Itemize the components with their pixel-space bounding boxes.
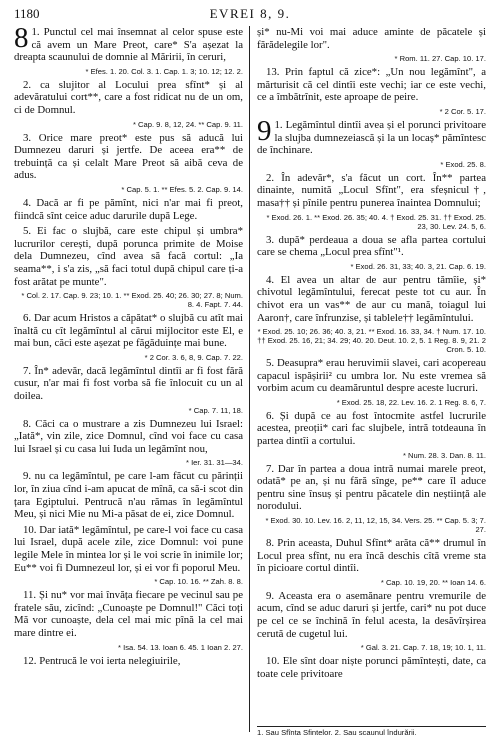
cross-reference: * Exod. 26. 31, 33; 40. 3, 21. Cap. 6. 19.	[350, 261, 486, 271]
cross-reference: * Num. 28. 3. Dan. 8. 11.	[402, 450, 486, 460]
verse-8-10: 10. Dar iată* legămîntul, pe care-l voi face cu casa lui Israel, după acele zile, zice Domnul: voi pune legile Mele în mintea lor și le voi scrie în inimile lor; Eu** voi fi Dumnezeul lor, și ei vor fi poporul Meu.	[14, 523, 243, 574]
verse-8-6: 6. Dar acum Hristos a căpătat* o slujbă cu atît mai înaltă cu cît legămîntul al cărui mijlocitor este El, e mai bun, căci este așezat pe făgăduințe mai bune.	[14, 312, 243, 350]
verse-8-8: 8. Căci ca o mustrare a zis Dumnezeu lui Israel: „Iată*, vin zile, zice Domnul, cînd voi face cu casa lui Israel și cu casa lui Iuda un legămînt nou,	[14, 417, 243, 455]
cross-reference: * Isa. 54. 13. Ioan 6. 45. 1 Ioan 2. 27.	[118, 642, 243, 652]
verse-8-11: 11. Și nu* vor mai învăța fiecare pe vecinul sau pe fratele său, zicînd: „Cunoaște pe Domnul!" Căci toți Mă vor cunoaște, dela cel mai mic pînă la cel mai mare dintre ei.	[14, 589, 243, 639]
running-title: EVREI 8, 9.	[209, 6, 291, 21]
cross-reference: * Cap. 9. 8, 12, 24. ** Cap. 9. 11.	[132, 119, 243, 129]
verse-8-13: 13. Prin faptul că zice*: „Un nou legămînt", a mărturisit că cel dintîi este vechi; iar ce este vechi, ce a îmbătrînit, este aproape de peire.	[257, 66, 486, 104]
cross-reference: * Cap. 10. 16. ** Zah. 8. 8.	[154, 577, 243, 587]
cross-reference: * Exod. 25. 8.	[440, 159, 486, 169]
right-column	[257, 26, 486, 734]
page-number: 1180	[14, 6, 40, 21]
cross-reference: * Cap. 10. 19, 20. ** Ioan 14. 6.	[380, 577, 486, 587]
cross-reference: * Ier. 31. 31—34.	[186, 458, 243, 468]
cross-reference: * Cap. 7. 11, 18.	[188, 405, 243, 415]
cross-reference: * Exod. 25. 10; 26. 36; 40. 3, 21. ** Exod. 16. 33, 34. † Num. 17. 10. †† Exod. 25. 16, 21; 34. 29; 40. 20. Deut. 10. 2, 5. 1 Reg. 8. 9, 21. 2 Cron. 5. 10.	[257, 327, 486, 355]
verse-9-1: 9 1. Legămîntul dintîi avea și el porunci privitoare la slujba dumnezeiască și la un locaș* pămîntesc de închinare.	[257, 114, 486, 157]
verse-9-3: 3. după* perdeaua a doua se afla partea cortului care se chema „Locul prea sfînt"¹.	[257, 233, 486, 259]
cross-reference: * Exod. 26. 1. ** Exod. 26. 35; 40. 4. † Exod. 25. 31. †† Exod. 25. 23, 30. Lev. 24. 5, 6.	[266, 212, 486, 231]
verse-9-10: 10. Ele sînt doar niște porunci pămîntești, date, ca toate cele privitoare	[257, 655, 486, 680]
verse-8-5: 5. Ei fac o slujbă, care este chipul și umbra* lucrurilor cerești, după porunca primite de Moise dela Dumnezeu, cînd avea să facă cortul: „Ia seama**, i s'a zis, „să faci totul după chipul care ți-a fost arătat pe munte".	[14, 225, 243, 288]
cross-reference: * Efes. 1. 20. Col. 3. 1. Cap. 1. 3; 10. 12; 12. 2.	[85, 66, 243, 76]
verse-9-5: 5. Deasupra* erau heruvimii slavei, cari acopereau capacul ispășirii² cu umbra lor. Nu este vremea să vorbim acum cu deamăruntul despre aceste lucruri.	[257, 357, 486, 395]
verse-9-9: 9. Aceasta era o asemănare pentru vremurile de acum, cînd se aduc daruri și jertfe, cari* nu pot duce pe cel ce se închină în felul acesta, la desăvîrșirea cerută de cugetul lui.	[257, 589, 486, 640]
verse-8-1: 8 1. Punctul cel mai însemnat al celor spuse este că avem un Mare Preot, care* S'a așezat la dreapta scaunului de domnie al Măririi, în ceruri,	[14, 26, 243, 64]
cross-reference: * Gal. 3. 21. Cap. 7. 18, 19; 10. 1, 11.	[360, 643, 486, 653]
verse-9-2: 2. În adevăr*, s'a făcut un cort. În** partea dinainte, numită „Locul Sfînt", era sfeșnicul†, masa†† și pînile pentru punerea înaintea Domnului;	[257, 171, 486, 209]
verse-8-12: 12. Pentrucă le voi ierta nelegiuirile,	[23, 654, 181, 667]
verse-8-12-continued: și* nu-Mi voi mai aduce aminte de păcatele și fărădelegile lor".	[257, 26, 486, 51]
left-column	[14, 26, 243, 734]
verse-8-2: 2. ca slujitor al Locului prea sfînt* și al adevăratului cort**, care a fost ridicat nu de un om, ci de Domnul.	[14, 78, 243, 116]
cross-reference: * 2 Cor. 3. 6, 8, 9. Cap. 7. 22.	[144, 352, 243, 362]
verse-9-4: 4. El avea un altar de aur pentru tămîie, și* chivotul legămîntului, ferecat peste tot cu aur. În chivot era un vas** de aur cu mană, toiagul lui Aaron†, care înfrunzise, și tablele†† legămîntului.	[257, 273, 486, 324]
chapter-number-8: 8	[14, 26, 29, 54]
page-footnote: 1. Sau Sfînta Sfintelor. 2. Sau scaunul îndurării.	[257, 726, 486, 737]
chapter-number-9: 9	[257, 114, 272, 147]
verse-8-7: 7. În* adevăr, dacă legămîntul dintîi ar fi fost fără cusur, n'ar mai fi fost vorba să fie înlocuit cu un al doilea.	[14, 364, 243, 403]
verse-9-8: 8. Prin aceasta, Duhul Sfînt* arăta că** drumul în Locul prea sfînt, nu era încă deschis cîtă vreme sta în picioare cortul dintîi.	[257, 537, 486, 575]
cross-reference: * Rom. 11. 27. Cap. 10. 17.	[394, 54, 486, 64]
verse-9-7: 7. Dar în partea a doua intră numai marele preot, odată* pe an, și nu fără sînge, pe** care îl aduce pentru sine însuș și pentru păcatele din neștiință ale norodului.	[257, 462, 486, 513]
cross-reference: * 2 Cor. 5. 17.	[439, 106, 486, 116]
verse-8-4: 4. Dacă ar fi pe pămînt, nici n'ar mai fi preot, fiindcă sînt ceice aduc darurile după Lege.	[14, 196, 243, 222]
cross-reference: * Exod. 30. 10. Lev. 16. 2, 11, 12, 15, 34. Vers. 25. ** Cap. 5. 3; 7. 27.	[265, 516, 486, 535]
cross-reference: * Exod. 25. 18, 22. Lev. 16. 2. 1 Reg. 8. 6, 7.	[336, 397, 486, 407]
page-header	[14, 6, 486, 24]
verse-9-6: 6. Și după ce au fost întocmite astfel lucrurile acestea, preoții* cari fac slujbele, intră totdeauna în partea dintîi a cortului.	[257, 409, 486, 448]
cross-reference: * Col. 2. 17. Cap. 9. 23; 10. 1. ** Exod. 25. 40; 26. 30; 27. 8; Num. 8. 4. Fapt. 7. 44.	[21, 291, 243, 310]
cross-reference: * Cap. 5. 1. ** Efes. 5. 2. Cap. 9. 14.	[121, 184, 243, 194]
column-divider	[249, 26, 250, 732]
verse-8-9: 9. nu ca legămîntul, pe care l-am făcut cu părinții lor, în ziua cînd i-am apucat de mînă, ca să-i scot din țara Egiptului. Pentrucă n'au rămas în legămîntul Meu, și nici Mie nu Mi-a păsat de ei, zice Domnul.	[14, 470, 243, 521]
verse-8-3: 3. Orice mare preot* este pus să aducă lui Dumnezeu daruri și jertfe. De aceea era** de trebuință ca și celalt Mare Preot să aibă ceva de adus.	[14, 131, 243, 182]
